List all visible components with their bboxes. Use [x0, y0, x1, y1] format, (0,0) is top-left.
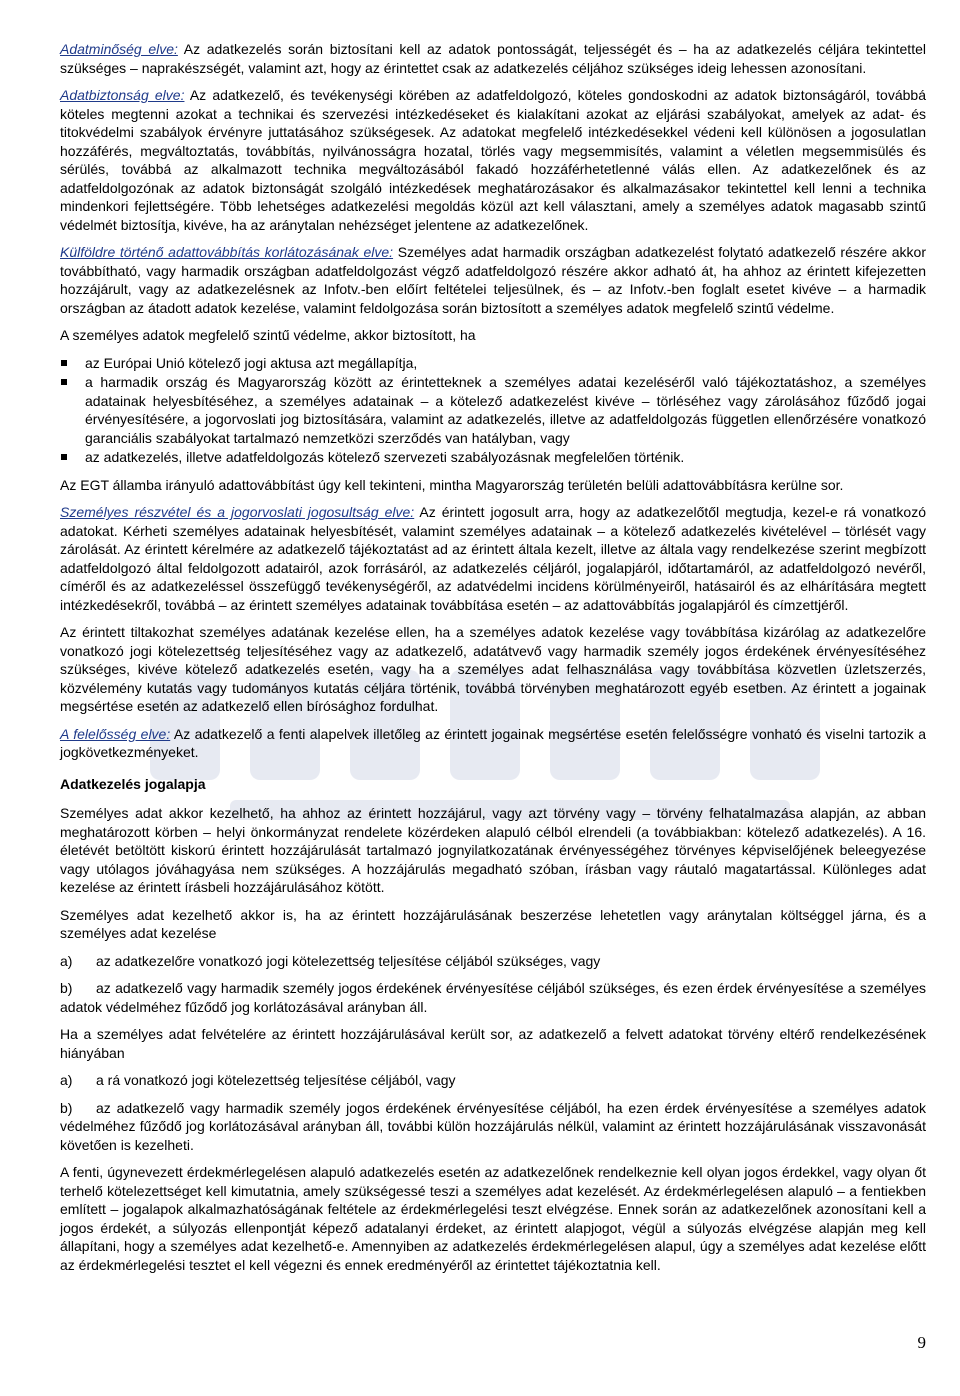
list-item-text: az adatkezelő vagy harmadik személy jogos érdekének érvényesítése céljából szükséges, és ezen érdek érvényesítése a személyes adatok védelméhez fűződő jog korlátozásával arányban áll.	[60, 980, 926, 1015]
paragraph-text: Az adatkezelés során biztosítani kell az adatok pontosságát, teljességét és – ha az adatkezelés céljára tekintettel szükséges – naprakészségét, valamint azt, hogy az érintettet csak az adatkezelés céljához szükséges ideig lehessen azonosítani.	[60, 41, 926, 76]
paragraph-text: Az adatkezelő, és tevékenységi körében az adatfeldolgozó, köteles gondoskodni az adatok biztonságáról, továbbá köteles megtenni azokat a technikai és szervezési intézkedéseket és kialakítani azokat az eljárási szabályokat, amelyek az adat- és titokvédelmi szabályok érvényre juttatásához szükségesek. Az adatokat megfelelő intézkedésekkel védeni kell különösen a jogosulatlan hozzáférés, megváltoztatás, továbbítás, nyilvánosságra hozatal, törlés vagy megsemmisítés, valamint a véletlen megsemmisülés és sérülés, továbbá az alkalmazott technika megváltozásából fakadó hozzáférhetetlenné válás ellen. Az adatkezelőnek és az adatfeldolgozónak az adatok biztonságát szolgáló intézkedések meghatározásakor és alkalmazásakor tekintettel kell lenni a technika mindenkori fejlettségére. Több lehetséges adatkezelési megoldás közül azt kell választani, amely a személyes adatok magasabb szintű védelmét biztosítja, kivéve, ha az aránytalan nehézséget jelentene az adatkezelőnek.	[60, 87, 926, 233]
paragraph-legal-basis: Személyes adat akkor kezelhető, ha ahhoz az érintett hozzájárul, vagy azt törvény vagy – törvény felhatalmazása alapján, az abban meghatározott körben – helyi önkormányzat rendelete közérdeken alapuló célból elrendeli (a továbbiakban: kötelező adatkezelés). A 16. életévét betöltött kiskorú érintett hozzájárulását tartalmazó jognyilatkozatának érvényességéhez törvényes képviselőjének beleegyezése vagy utólagos jóváhagyása nem szükséges. A hozzájárulás megadható szóban, írásban vagy ráutaló magatartással. Különleges adat kezelése az érintett írásbeli hozzájárulásához kötött.	[60, 805, 926, 895]
paragraph-text: Személyes adat harmadik országban adatkezelést folytató adatkezelő részére akkor továbbítható, vagy harmadik országban adatfeldolgozást végző adatfeldolgozó részére akkor adható át, ha ahhoz az érintett kifejezetten hozzájárult, vagy az adatkezelésnek az Infotv.-ben előírt feltételei teljesülnek, és – az Infotv.-ben foglalt esetet kivéve – a harmadik országban az átadott adatok kezelése, valamint feldolgozása során biztosított a személyes adatok megfelelő szintű védelme.	[60, 244, 926, 316]
list-item	[60, 448, 926, 467]
paragraph-data-quality	[60, 40, 926, 77]
list-item-text: az adatkezelő vagy harmadik személy jogos érdekének érvényesítése céljából, ha ezen érdek érvényesítése a személyes adatok védelméhez fűződő jog korlátozásával arányban áll, további külön hozzájárulás nélkül, valamint az érintett hozzájárulásának visszavonását követően is kezelheti.	[60, 1099, 926, 1153]
list-item-label: a)	[60, 952, 73, 969]
paragraph-consent-impossible: Személyes adat kezelhető akkor is, ha az érintett hozzájárulásának beszerzése lehetetlen vagy aránytalan költséggel járna, és a személyes adat kezelése	[60, 906, 926, 941]
paragraph-personal-participation	[60, 503, 926, 614]
list-item-label: a)	[60, 1072, 73, 1088]
term-personal-participation: Személyes részvétel és a jogorvoslati jogosultság elve:	[60, 504, 415, 520]
square-bullet-icon	[61, 379, 67, 385]
page-number: 9	[917, 1333, 926, 1352]
list-item	[60, 1099, 926, 1155]
paragraph-interest-balancing: A fenti, úgynevezett érdekmérlegelésen alapuló adatkezelés esetén az adatkezelőnek rendelkeznie kell olyan jogos érdekkel, vagy olyan őt terhelő kötelezettséget kell kimutatnia, amely szükségessé teszi a személyes adat kezelését. Az érdekmérlegelésen alapuló – a fentiekben említett – jogalapok alkalmazhatóságának feltétele az érdekmérlegelési teszt elvégzése. Ennek során az adatkezelőnek azonosítani kell a jogos érdekét, a súlyozás ellenpontját képező adatalanyi érdeket, az érintett alapjogot, végül a súlyozás elvégzése alapján meg kell állapítani, hogy a személyes adat kezelhető-e. Amennyiben az adatkezelés érdekmérlegelésen alapul, úgy a személyes adat kezelése előtt az érdekmérlegelési tesztet el kell végezni és ennek eredményéről az érintettet tájékoztatnia kell.	[60, 1164, 926, 1273]
paragraph-protection-level: A személyes adatok megfelelő szintű védelme, akkor biztosított, ha	[60, 327, 476, 343]
list-item	[60, 1071, 926, 1090]
document-page	[60, 40, 926, 1283]
paragraph-text: Az érintett jogosult arra, hogy az adatkezelőtől megtudja, kezel-e rá vonatkozó adatokat. Kérheti személyes adatainak helyesbítését, valamint személyes adatainak – a kötelező adatkezelés kivételével – törlését vagy zárolását. Az érintett kérelmére az adatkezelő tájékoztatást ad az érintett általa kezelt, illetve az általa vagy rendelkezése szerint megbízott adatfeldolgozó által feldolgozott adatairól, azok forrásáról, az adatkezelés céljáról, jogalapjáról, időtartamáról, az adatfeldolgozó nevéről, címéről és az adatkezeléssel összefüggő tevékenységéről, az adatvédelmi incidens körülményeiről, hatásairól és az elhárítására megtett intézkedésekről, továbbá – az érintett személyes adatainak továbbítása esetén – az adattovábbítás jogalapjáról és címzettjéről.	[60, 504, 926, 613]
list-item	[60, 952, 926, 971]
section-heading: Adatkezelés jogalapja	[60, 775, 206, 792]
list-item-text: az Európai Unió kötelező jogi aktusa azt megállapítja,	[85, 354, 418, 371]
list-item-text: az adatkezelőre vonatkozó jogi kötelezettség teljesítése céljából szükséges, vagy	[96, 952, 601, 969]
list-item-text: a harmadik ország és Magyarország között az érintetteknek a személyes adatai kezeléséről való tájékoztatáshoz, a személyes adatainak helyesbítéséhez, a személyes adatainak – a kötelező adatkezelést kivéve – törléséhez vagy zárolásához fűződő jogai érvényesítésére, a jogorvoslati jog biztosítására, valamint az adatkezelés, illetve az adatfeldolgozás független ellenőrzésére vonatkozó garanciális szabályokat tartalmazó nemzetközi szerződés van hatályban, vagy	[85, 374, 926, 446]
paragraph-foreign-transfer	[60, 243, 926, 317]
bullet-list	[60, 354, 926, 467]
square-bullet-icon	[61, 454, 67, 460]
paragraph-consent-based: Ha a személyes adat felvételére az érintett hozzájárulásával került sor, az adatkezelő a felvett adatokat törvény eltérő rendelkezésének hiányában	[60, 1026, 926, 1061]
list-item-text: az adatkezelés, illetve adatfeldolgozás kötelező szervezeti szabályozásnak megfelelően történik.	[85, 449, 685, 465]
list-item	[60, 979, 926, 1016]
paragraph-objection: Az érintett tiltakozhat személyes adatának kezelése ellen, ha a személyes adatok kezelése vagy továbbítása kizárólag az adatkezelőre vonatkozó jogi kötelezettség teljesítéséhez vagy az adatkezelő, adatátvevő vagy harmadik személy jogos érdekének érvényesítéséhez szükséges, kivéve kötelező adatkezelés esetén, vagy ha a személyes adat felhasználása vagy továbbítása közvetlen üzletszerzés, közvélemény kutatás vagy tudományos kutatás céljára történik, továbbá törvényben meghatározott egyéb esetben. Az érintett a jogainak megsértése esetén az adatkezelő ellen bírósághoz fordulhat.	[60, 624, 926, 714]
term-foreign-transfer: Külföldre történő adattovábbítás korlátozásának elve:	[60, 244, 394, 260]
list-item	[60, 373, 926, 447]
paragraph-responsibility	[60, 725, 926, 762]
paragraph-text: Az adatkezelő a fenti alapelvek illetőleg az érintett jogainak megsértése esetén felelősségre vonható és viselni tartozik a jogkövetkezményeket.	[60, 725, 926, 760]
list-item-text: a rá vonatkozó jogi kötelezettség teljesítése céljából, vagy	[96, 1072, 456, 1088]
term-responsibility: A felelősség elve:	[60, 725, 171, 742]
paragraph-data-security	[60, 86, 926, 234]
square-bullet-icon	[61, 360, 67, 366]
term-data-quality: Adatminőség elve:	[60, 41, 178, 57]
list-item-label: b)	[60, 980, 73, 996]
list-item	[60, 354, 926, 373]
paragraph-egt-transfer: Az EGT államba irányuló adattovábbítást úgy kell tekinteni, mintha Magyarország területén belüli adattovábbításra kerülne sor.	[60, 476, 844, 493]
term-data-security: Adatbiztonság elve:	[60, 87, 185, 103]
list-item-label: b)	[60, 1099, 73, 1116]
